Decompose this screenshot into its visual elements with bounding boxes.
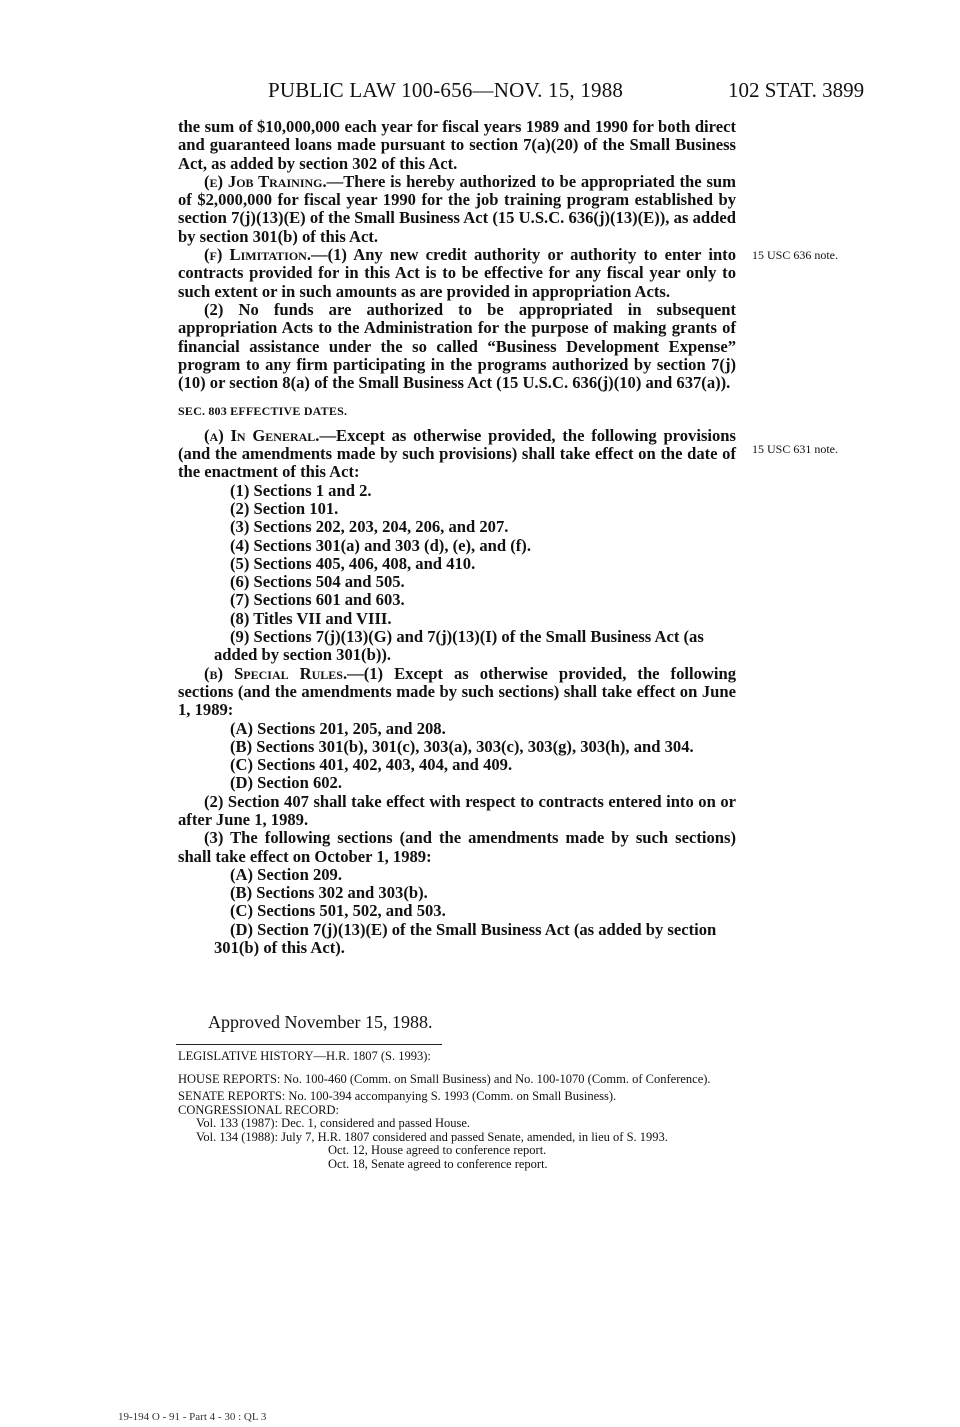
record-vol-134: Vol. 134 (1988): July 7, H.R. 1807 considered and passed Senate, amended, in lieu of S. 1993. — [196, 1129, 668, 1144]
paragraph-no-funds: (2) No funds are authorized to be appropriated in subsequent appropriation Acts to the Administration for the purpose of making grants of financial assistance under the so called “Business Development Expense” program to any firm participating in the programs authorized by section 7(j)(10) or section 8(a) of the Small Business Act (15 U.S.C. 636(j)(10) and 637(a)). — [178, 299, 736, 393]
print-footer: 19-194 O - 91 - Part 4 - 30 : QL 3 — [118, 1411, 267, 1423]
house-reports: HOUSE REPORTS: No. 100-460 (Comm. on Small Business) and No. 100-1070 (Comm. of Conference). — [178, 1071, 711, 1086]
divider-rule — [176, 1044, 442, 1045]
text-job-training: —There is hereby authorized to be appropriated the sum of $2,000,000 for fiscal year 1990 for the job training program established by section 7(j)(13)(E) of the Small Business Act (15 U.S.C. 636(j)(13)(E)), as added by section 301(b) of this Act. — [178, 171, 736, 246]
list-item-a2: (2) Section 101. — [230, 498, 339, 518]
legislative-history-title: LEGISLATIVE HISTORY—H.R. 1807 (S. 1993): — [178, 1049, 431, 1063]
senate-reports: SENATE REPORTS: No. 100-394 accompanying S. 1993 (Comm. on Small Business). — [178, 1089, 617, 1103]
heading-special-rules: (b) Special Rules. — [204, 663, 348, 683]
paragraph-special-rules — [178, 665, 736, 720]
section-heading-effective-dates: SEC. 803 EFFECTIVE DATES. — [178, 404, 348, 419]
text-in-general: —Except as otherwise provided, the following provisions (and the amendments made by such provisions) shall take effect on the date of the enactment of this Act: — [178, 425, 736, 482]
margin-note-636: 15 USC 636 note. — [752, 248, 839, 262]
list-item-a7: (7) Sections 601 and 603. — [230, 590, 405, 610]
body-text — [178, 118, 736, 957]
heading-limitation: (f) Limitation. — [204, 245, 312, 265]
list-item-b3-b: (B) Sections 302 and 303(b). — [230, 883, 428, 903]
list-item-b3-c: (C) Sections 501, 502, and 503. — [230, 901, 446, 921]
paragraph-job-training — [178, 173, 736, 246]
paragraph-appropriation-loans: the sum of $10,000,000 each year for fiscal years 1989 and 1990 for both direct and guaranteed loans made pursuant to section 7(a)(20) of the Small Business Act, as added by section 302 of this Act. — [178, 117, 736, 173]
list-item-a3: (3) Sections 202, 203, 204, 206, and 207. — [230, 517, 509, 537]
congressional-record-heading: CONGRESSIONAL RECORD: — [178, 1102, 340, 1117]
heading-job-training: (e) Job Training. — [204, 171, 327, 191]
paragraph-limitation — [178, 246, 736, 301]
paragraph-section-407: (2) Section 407 shall take effect with respect to contracts entered into on or after June 1, 1989. — [178, 791, 736, 829]
list-item-b-a: (A) Sections 201, 205, and 208. — [230, 718, 446, 738]
list-item-a5: (5) Sections 405, 406, 408, and 410. — [230, 553, 476, 573]
legislative-history — [178, 1048, 738, 1171]
record-vol-133: Vol. 133 (1987): Dec. 1, considered and passed House. — [196, 1116, 471, 1130]
margin-note-631: 15 USC 631 note. — [752, 442, 839, 456]
list-item-b3-d: (D) Section 7(j)(13)(E) of the Small Business Act (as added by section 301(b) of this Act). — [214, 919, 717, 958]
list-item-a8: (8) Titles VII and VIII. — [230, 608, 392, 628]
text-special-rules: —(1) Except as otherwise provided, the following sections (and the amendments made by such sections) shall take effect on June 1, 1989: — [178, 663, 737, 720]
record-oct-18: Oct. 18, Senate agreed to conference report. — [328, 1156, 548, 1171]
text-limitation: —(1) Any new credit authority or authority to enter into contracts provided for in this Act is to be effective for any fiscal year only to such extent or in such amounts as are provided in appropriation Acts. — [178, 245, 736, 301]
list-item-b-b: (B) Sections 301(b), 301(c), 303(a), 303(c), 303(g), 303(h), and 304. — [230, 736, 694, 756]
record-oct-12: Oct. 12, House agreed to conference report. — [328, 1143, 547, 1157]
list-item-a1: (1) Sections 1 and 2. — [230, 480, 372, 500]
list-item-b3-a: (A) Section 209. — [230, 864, 342, 884]
list-item-b-d: (D) Section 602. — [230, 773, 342, 793]
heading-in-general: (a) In General. — [204, 425, 320, 445]
list-item-b-c: (C) Sections 401, 402, 403, 404, and 409. — [230, 755, 513, 775]
paragraph-october-sections: (3) The following sections (and the amendments made by such sections) shall take effect on October 1, 1989: — [178, 828, 736, 866]
list-item-a9: (9) Sections 7(j)(13)(G) and 7(j)(13)(I) of the Small Business Act (as added by section 301(b)). — [214, 627, 704, 665]
list-item-a6: (6) Sections 504 and 505. — [230, 572, 405, 592]
approval-date: Approved November 15, 1988. — [208, 1012, 433, 1032]
running-header-title: PUBLIC LAW 100-656—NOV. 15, 1988 — [268, 78, 624, 102]
page-stat-number: 102 STAT. 3899 — [728, 78, 865, 102]
paragraph-in-general — [178, 427, 736, 482]
list-item-a4: (4) Sections 301(a) and 303 (d), (e), and (f). — [230, 535, 531, 555]
